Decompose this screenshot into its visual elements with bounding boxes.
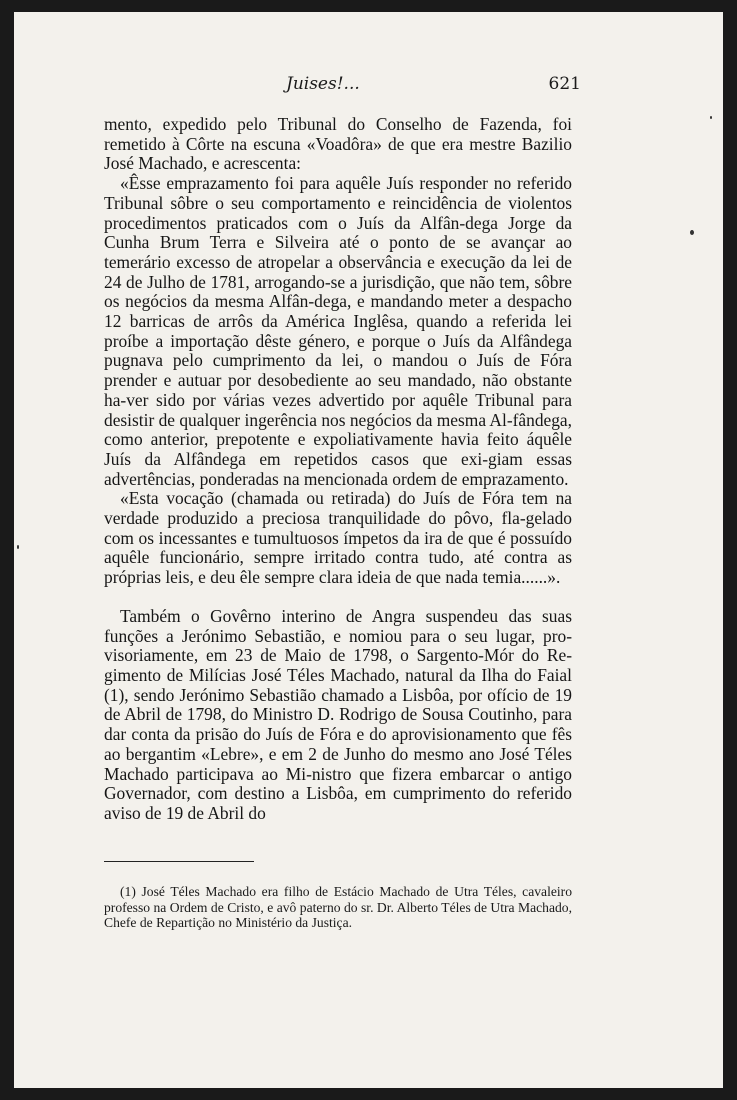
paper-speck xyxy=(690,230,694,235)
footnote: (1) José Téles Machado era filho de Estácio Machado de Utra Téles, cavaleiro professo na Ordem de Cristo, e avô paterno do sr. Dr. Alberto Téles de Utra Machado, Chefe de Repartição no Ministério da Justiça. xyxy=(104,884,572,931)
footnote-rule xyxy=(104,861,254,862)
paragraph-main: Também o Govêrno interino de Angra suspendeu das suas funções a Jerónimo Sebastião, e nomiou para o seu lugar, pro-visoriamente, em 23 de Maio de 1798, o Sargento-Mór do Re-gimento de Milícias José Téles Machado, natural da Ilha do Faial (1), sendo Jerónimo Sebastião chamado a Lisbôa, por ofício de 19 de Abril de 1798, do Ministro D. Rodrigo de Sousa Coutinho, para dar conta da prisão do Juís de Fóra e do aprovisionamento que fês ao bergantim «Lebre», e em 2 de Junho do mesmo ano José Téles Machado participava ao Mi-nistro que fizera embarcar o antigo Governador, com destino a Lisbôa, em cumprimento do referido aviso de 19 de Abril do xyxy=(104,605,572,823)
page-number: 621 xyxy=(548,74,581,94)
paragraph-quote-2: «Esta vocação (chamada ou retirada) do Juís de Fóra tem na verdade produzido a preciosa tranquilidade do pôvo, fla-gelado com os incessantes e tumultuosos ímpetos da ira de que é possuído aquêle funcionário, sempre irritado contra tudo, até contra as próprias leis, e deu êle sempre clara ideia de que nada temia......». xyxy=(104,488,572,588)
paragraph-continuation: mento, expedido pelo Tribunal do Conselho de Fazenda, foi remetido à Côrte na escuna «Voadôra» de que era mestre Bazilio José Machado, e acrescenta: xyxy=(104,114,572,174)
paper-speck xyxy=(17,545,19,549)
book-page xyxy=(14,12,723,1088)
page-header xyxy=(14,74,723,104)
paper-speck xyxy=(710,116,712,119)
body-text xyxy=(104,115,572,824)
running-title: Juises!... xyxy=(286,74,360,94)
paragraph-quote-1: «Êsse emprazamento foi para aquêle Juís responder no referido Tribunal sôbre o seu comportamento e reincidência de violentos procedimentos praticados com o Juís da Alfân-dega Jorge da Cunha Brum Terra e Silveira até o ponto de se avançar ao temerário excesso de atropelar a observância e execução da lei de 24 de Julho de 1781, arrogando-se a jurisdição, que não tem, sôbre os negócios da mesma Alfân-dega, e mandando meter a despacho 12 barricas de arrôs da América Inglêsa, quando a referida lei proíbe a importação dêste género, e porque o Juís da Alfândega pugnava pelo cumprimento da lei, o mandou o Juís de Fóra prender e autuar por desobediente ao seu mandado, não obstante ha-ver sido por várias vezes advertido por aquêle Tribunal para desistir de qualquer ingerência nos negócios da mesma Al-fândega, como anterior, prepotente e expoliativamente havia feito áquêle Juís da Alfândega em repetidos casos que exi-giam essas advertências, ponderadas na mencionada ordem de emprazamento. xyxy=(104,173,572,489)
